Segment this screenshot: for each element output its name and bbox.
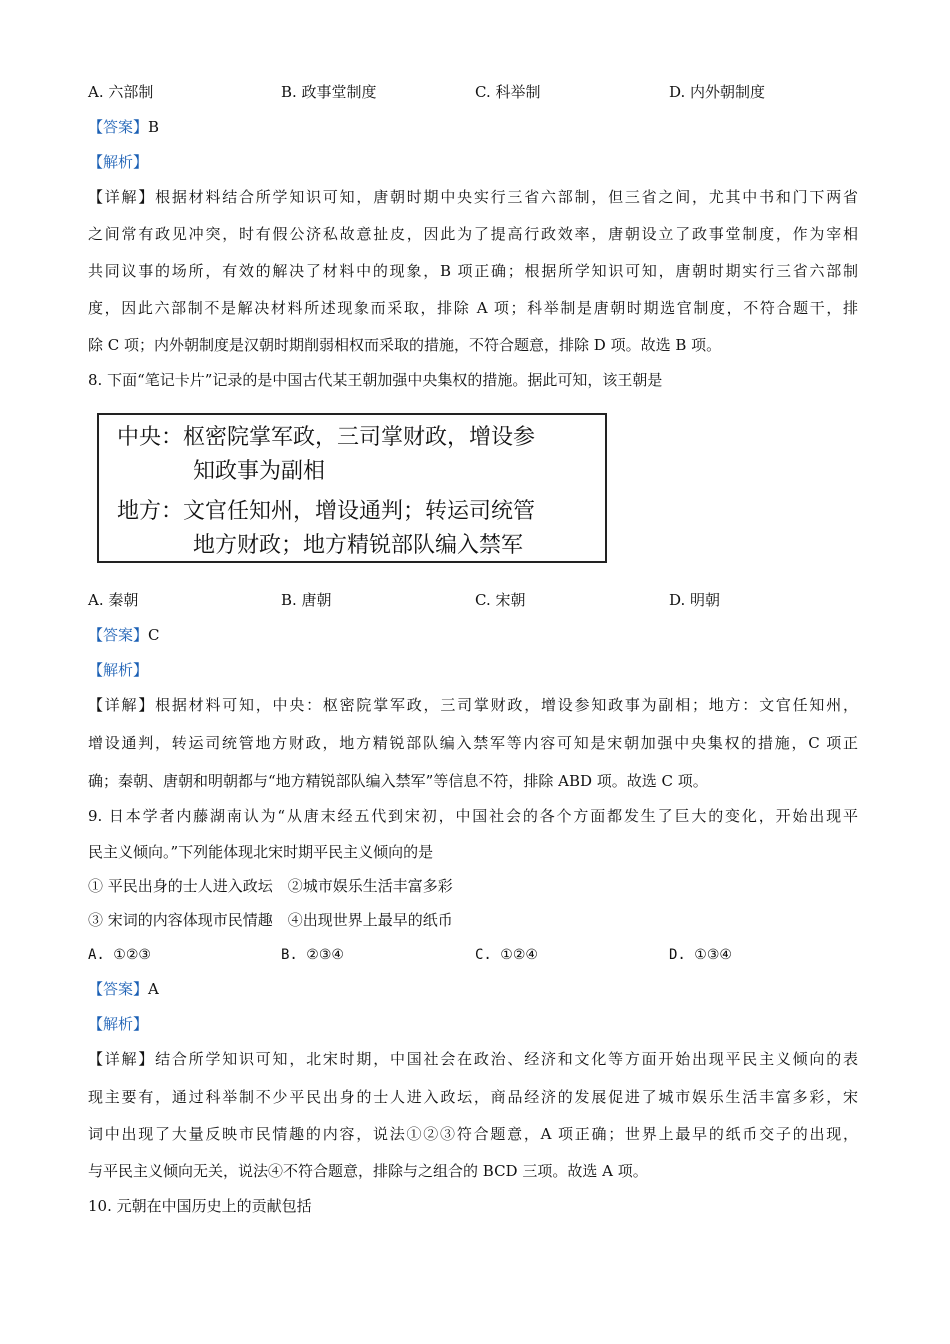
q9-analysis-label: 【解析】 (88, 1015, 149, 1033)
answer-label: 【答案】 (88, 118, 149, 136)
q9-option-c: C. ①②④ (475, 947, 538, 963)
answer-value: B (148, 118, 160, 136)
detail-label: 【详解】 (88, 696, 156, 714)
detail-text: 根据材料结合所学知识可知，唐朝时期中央实行三省六部制，但三省之间，尤其中书和门下两省 (155, 188, 858, 206)
q8-answer (88, 625, 160, 645)
q7-option-d: D. 内外朝制度 (669, 83, 766, 101)
answer-value: C (148, 626, 160, 644)
q9-stem-line-1: 9. 日本学者内藤湖南认为“从唐末经五代到宋初，中国社会的各个方面都发生了巨大的变化，开始出现平 (88, 807, 858, 825)
q9-item-line-2: ③ 宋词的内容体现市民情趣 ④出现世界上最早的纸币 (88, 911, 453, 929)
answer-label: 【答案】 (88, 626, 149, 644)
q9-answer (88, 979, 159, 999)
q8-stem: 8. 下面“笔记卡片”记录的是中国古代某王朝加强中央集权的措施。据此可知，该王朝是 (88, 371, 663, 389)
note-card-line-3: 地方：文官任知州，增设通判；转运司统管 (117, 499, 536, 524)
q8-detail-line-3: 确；秦朝、唐朝和明朝都与“地方精锐部队编入禁军”等信息不符，排除 ABD 项。故选 C 项。 (88, 772, 708, 790)
detail-label: 【详解】 (88, 188, 156, 206)
q10-stem: 10. 元朝在中国历史上的贡献包括 (88, 1197, 312, 1215)
answer-label: 【答案】 (88, 980, 149, 998)
q8-option-d: D. 明朝 (669, 591, 721, 609)
q7-option-a: A. 六部制 (88, 83, 154, 101)
q7-detail-line-2: 之间常有政见冲突，时有假公济私故意扯皮，因此为了提高行政效率，唐朝设立了政事堂制度，作为宰相 (88, 225, 858, 243)
q7-option-c: C. 科举制 (475, 83, 541, 101)
q7-detail-line-5: 除 C 项；内外朝制度是汉朝时期削弱相权而采取的措施，不符合题意，排除 D 项。故选 B 项。 (88, 336, 722, 354)
q8-analysis-label: 【解析】 (88, 661, 149, 679)
q9-option-b: B. ②③④ (281, 947, 344, 963)
q7-option-b: B. 政事堂制度 (281, 83, 377, 101)
answer-value: A (148, 980, 159, 998)
q9-detail-line-3: 词中出现了大量反映市民情趣的内容，说法①②③符合题意，A 项正确；世界上最早的纸币交子的出现， (88, 1125, 858, 1143)
q9-item-line-1: ① 平民出身的士人进入政坛 ②城市娱乐生活丰富多彩 (88, 877, 453, 895)
q7-analysis-label: 【解析】 (88, 153, 149, 171)
q9-detail-line-2: 现主要有，通过科举制不少平民出身的士人进入政坛，商品经济的发展促进了城市娱乐生活丰富多彩，宋 (88, 1088, 858, 1106)
q8-detail-line-2: 增设通判，转运司统管地方财政，地方精锐部队编入禁军等内容可知是宋朝加强中央集权的措施，C 项正 (88, 734, 858, 752)
q9-option-a: A. ①②③ (88, 947, 151, 963)
detail-text: 结合所学知识可知，北宋时期，中国社会在政治、经济和文化等方面开始出现平民主义倾向的表 (155, 1050, 858, 1068)
q8-option-a: A. 秦朝 (88, 591, 139, 609)
note-card (97, 413, 607, 563)
q9-detail-line-4: 与平民主义倾向无关，说法④不符合题意，排除与之组合的 BCD 三项。故选 A 项。 (88, 1162, 648, 1180)
q7-detail-line-4: 度，因此六部制不是解决材料所述现象而采取，排除 A 项；科举制是唐朝时期选官制度，不符合题干，排 (88, 299, 858, 317)
q8-detail-line-1 (88, 695, 858, 715)
q7-detail-line-3: 共同议事的场所，有效的解决了材料中的现象，B 项正确；根据所学知识可知，唐朝时期实行三省六部制 (88, 262, 858, 280)
q7-detail-line-1 (88, 187, 858, 207)
q7-answer (88, 117, 159, 137)
note-card-line-2: 知政事为副相 (193, 459, 326, 484)
q9-detail-line-1 (88, 1049, 858, 1069)
detail-label: 【详解】 (88, 1050, 156, 1068)
q9-option-d: D. ①③④ (669, 947, 732, 963)
q8-option-b: B. 唐朝 (281, 591, 332, 609)
q9-stem-line-2: 民主义倾向。”下列能体现北宋时期平民主义倾向的是 (88, 843, 434, 861)
note-card-line-1: 中央：枢密院掌军政，三司掌财政，增设参 (117, 425, 536, 450)
q8-option-c: C. 宋朝 (475, 591, 526, 609)
detail-text: 根据材料可知，中央：枢密院掌军政，三司掌财政，增设参知政事为副相；地方：文官任知州， (155, 696, 858, 714)
note-card-line-4: 地方财政；地方精锐部队编入禁军 (193, 533, 524, 558)
